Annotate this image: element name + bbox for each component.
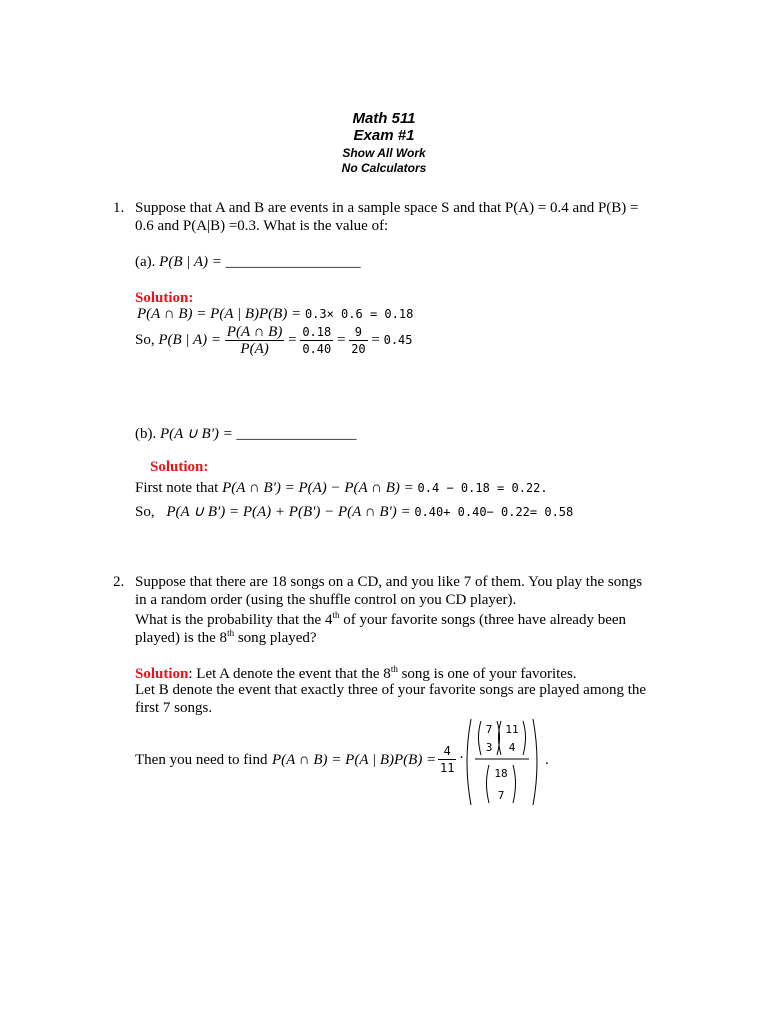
q1-number: 1. — [113, 200, 125, 216]
q1a-result: 0.45 — [383, 332, 413, 347]
binom3-top: 18 — [494, 767, 508, 780]
q1b-solution-label: Solution: — [150, 459, 209, 475]
q1a-fraction-simplified: $\frac{9}{20}$ — [351, 325, 366, 356]
q1b-solution-line1 — [135, 480, 548, 497]
instruction-no-calculators: No Calculators — [341, 161, 427, 175]
q1a-so-label: So, — [135, 331, 155, 348]
q1a-fraction-decimal: $\frac{0.18}{0.40}$ — [302, 325, 332, 356]
q1b-note-values: 0.4 − 0.18 = 0.22. — [417, 481, 548, 495]
q2-solution-line1: Solution: Let A denote the event that the 8th song is one of your favorites. — [135, 664, 577, 682]
q2-fraction-4-11: $\frac{4}{11}$ — [440, 744, 455, 775]
q1a-solution-label: Solution: — [135, 290, 194, 306]
q1b-question — [135, 424, 357, 443]
binom2-top: 11 — [505, 723, 519, 736]
binom3-bottom: 7 — [497, 789, 505, 802]
q2-number: 2. — [113, 574, 125, 590]
exam-subtitle: Exam #1 — [353, 127, 415, 144]
binom2-bottom: 4 — [508, 741, 516, 754]
binom1-top: 7 — [485, 723, 493, 736]
q1a-expression: P(B | A) = __________________ — [159, 254, 361, 270]
q2-then-formula: P(A ∩ B) = P(A | B)P(B) = — [272, 752, 437, 768]
q1-text-line2: 0.6 and P(A|B) =0.3. What is the value of: — [135, 218, 389, 234]
q1b-label: (b). — [135, 426, 157, 442]
q2-solution-line2: Let B denote the event that exactly three of your favorite songs are played among the — [135, 682, 647, 698]
q1a-label: (a). — [135, 254, 156, 270]
q2-text-line1: Suppose that there are 18 songs on a CD, and you like 7 of them. You play the songs — [135, 574, 643, 590]
q2-then-text: Then you need to find — [135, 752, 268, 768]
q2-text-line3: What is the probability that the 4th of your favorite songs (three have already been — [135, 610, 627, 628]
q1b-so-label: So, — [135, 504, 155, 520]
q1b-expression: P(A ∪ B') = ________________ — [160, 426, 357, 442]
q1a-formula: P(A ∩ B) = P(A | B)P(B) = — [137, 306, 305, 322]
q1a-solution-line2: So, P(B | A) = $\frac{P(A \cap B)}{P(A)}$ = $\frac{0.18}{0.40}$ = $\frac{9}{20}$ = 0.45 — [135, 324, 413, 357]
q1b-so-values: 0.40+ 0.40− 0.22= 0.58 — [414, 505, 574, 519]
q1a-formula-values: 0.3× 0.6 = 0.18 — [304, 307, 414, 321]
page-title: Math 511 — [352, 110, 416, 127]
q1b-solution-line2 — [135, 502, 573, 521]
q2-solution-label: Solution — [135, 666, 189, 682]
q1a-solution-line1 — [137, 306, 413, 323]
q2-text-line4: played) is the 8th song played? — [135, 628, 317, 646]
binom1-bottom: 3 — [485, 741, 493, 754]
q2-text-line2: in a random order (using the shuffle control on you CD player). — [135, 592, 517, 608]
q2-solution-line3: first 7 songs. — [135, 700, 213, 716]
instruction-show-work: Show All Work — [342, 146, 426, 160]
q1b-so-formula: P(A ∪ B') = P(A) + P(B') − P(A ∩ B') = — [166, 504, 415, 520]
q1a-fraction-symbolic: $\frac{P(A \cap B)}{P(A)}$ — [226, 324, 283, 357]
q1-text-line1: Suppose that A and B are events in a sample space S and that P(A) = 0.4 and P(B) = — [135, 200, 639, 216]
q1b-note-formula: P(A ∩ B') = P(A) − P(A ∩ B) = — [222, 480, 418, 496]
q1a-question — [135, 254, 361, 271]
q1a-so-lhs: P(B | A) = — [158, 331, 222, 348]
q1b-first-note: First note that — [135, 480, 219, 496]
q2-combination-fraction — [463, 717, 543, 807]
